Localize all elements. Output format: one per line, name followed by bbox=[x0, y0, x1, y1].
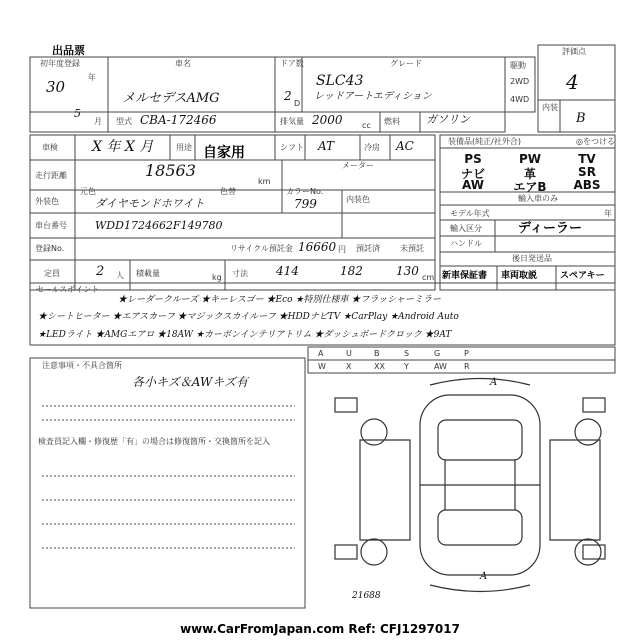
color-label-2: 色替 bbox=[220, 187, 236, 196]
model-value: CBA-172466 bbox=[140, 113, 217, 127]
inspector-label: 検査員記入欄・修復歴「有」の場合は修復箇所・交換箇所を記入 bbox=[38, 437, 270, 446]
equip-leather: 革 bbox=[523, 167, 536, 181]
maker-value: メルセデスAMG bbox=[122, 91, 220, 106]
code-aw: AW bbox=[434, 362, 447, 371]
color-orig-label: 元色 bbox=[80, 187, 96, 196]
width-value: 182 bbox=[340, 264, 363, 278]
import-label: 輸入区分 bbox=[450, 224, 482, 233]
year-label: 初年度登録 bbox=[40, 59, 80, 68]
displacement-label: 排気量 bbox=[280, 117, 304, 126]
grade-value: SLC43 bbox=[316, 73, 364, 89]
code-w: W bbox=[318, 362, 326, 371]
handle-label: ハンドル bbox=[450, 239, 482, 248]
code-b: B bbox=[374, 349, 380, 358]
color-no-label: カラーNo. bbox=[286, 187, 324, 196]
equip-abs: ABS bbox=[573, 178, 601, 192]
drive-label: 駆動 bbox=[510, 61, 526, 70]
mileage-value: 18563 bbox=[145, 161, 196, 180]
doc-spare-key: スペアキー bbox=[560, 271, 605, 281]
recycle-value: 16660 bbox=[298, 240, 337, 254]
import-value: ディーラー bbox=[518, 221, 582, 236]
sales-line-2: ★シートヒーター ★エアスカーフ ★マジックスカイルーフ ★HDDナビTV ★CarPlay ★Android Auto bbox=[38, 312, 459, 322]
diagram-mark-rear: A bbox=[480, 571, 488, 582]
ac-value: AC bbox=[396, 139, 414, 153]
recycle-label: リサイクル預託金 bbox=[230, 244, 293, 253]
equip-tv: TV bbox=[578, 152, 596, 166]
equip-sr: SR bbox=[578, 165, 596, 179]
maker-label: 車名 bbox=[175, 59, 191, 68]
color-no-value: 799 bbox=[294, 197, 317, 211]
size-label: 寸法 bbox=[232, 269, 248, 278]
code-r: R bbox=[464, 362, 470, 371]
footer-watermark: www.CarFromJapan.com Ref: CFJ1297017 bbox=[180, 622, 460, 636]
load-label: 積載量 bbox=[136, 269, 160, 278]
displacement-value: 2000 bbox=[312, 113, 343, 127]
capacity-value: 2 bbox=[96, 264, 105, 279]
unpaid-label: 未預託 bbox=[400, 244, 424, 253]
year-value: 30 bbox=[46, 78, 66, 96]
grade-label: グレード bbox=[390, 59, 422, 68]
inspection-label: 車検 bbox=[42, 143, 58, 152]
meter-label: メーター bbox=[342, 161, 374, 170]
model-year-unit: 年 bbox=[604, 209, 612, 218]
usage-label: 用途 bbox=[176, 143, 192, 152]
displacement-unit: cc bbox=[362, 121, 371, 130]
equip-ps: PS bbox=[464, 152, 482, 166]
reg-label: 登録No. bbox=[35, 244, 65, 253]
equip-legend: ◎をつける bbox=[576, 137, 615, 146]
diagram-mark-front: A bbox=[490, 377, 498, 388]
doc-manual: 車両取説 bbox=[501, 271, 538, 281]
score-value: 4 bbox=[566, 70, 579, 94]
usage-value: 自家用 bbox=[203, 145, 245, 161]
code-u: U bbox=[346, 349, 352, 358]
diagram-note: 21688 bbox=[352, 591, 381, 601]
shift-label: シフト bbox=[280, 143, 304, 152]
code-p: P bbox=[464, 349, 469, 358]
equip-pw: PW bbox=[518, 152, 542, 166]
drive-2wd: 2WD bbox=[510, 77, 530, 86]
interior-color-label: 内装色 bbox=[346, 195, 370, 204]
month-unit: 月 bbox=[94, 117, 102, 126]
code-s: S bbox=[404, 349, 410, 358]
inspection-value: X 年 X 月 bbox=[92, 139, 154, 155]
mileage-label: 走行距離 bbox=[35, 171, 67, 180]
sales-label: セールスポイント bbox=[36, 285, 100, 294]
docs-label: 後日発送品 bbox=[512, 254, 552, 263]
code-x: X bbox=[346, 362, 352, 371]
color-value: ダイヤモンドホワイト bbox=[95, 197, 205, 210]
code-y: Y bbox=[404, 362, 409, 371]
door-suffix: D bbox=[294, 99, 301, 108]
height-value: 130 bbox=[396, 264, 419, 278]
sales-line-3: ★LEDライト ★AMGエアロ ★18AW ★カーボンインテリアトリム ★ダッシュボードクロック ★9AT bbox=[38, 330, 452, 340]
size-unit: cm bbox=[422, 273, 435, 282]
capacity-unit: 人 bbox=[116, 271, 124, 280]
model-label: 型式 bbox=[116, 117, 132, 126]
code-g: G bbox=[434, 349, 441, 358]
mileage-unit: km bbox=[258, 177, 271, 186]
code-a: A bbox=[318, 349, 324, 358]
notes-value: 各小キズ＆AWキズ有 bbox=[132, 375, 249, 389]
sheet-title: 出品票 bbox=[52, 44, 85, 57]
equip-aw: AW bbox=[462, 178, 484, 192]
model-year-label: モデル年式 bbox=[450, 209, 490, 218]
code-xx: XX bbox=[374, 362, 385, 371]
month-value: 5 bbox=[74, 107, 81, 120]
doc-warranty: 新車保証書 bbox=[442, 271, 488, 281]
recycle-unit: 円 bbox=[338, 245, 346, 254]
shift-value: AT bbox=[318, 139, 335, 153]
chassis-label: 車台番号 bbox=[35, 221, 67, 230]
chassis-value: WDD1724662F149780 bbox=[95, 219, 223, 232]
equip-label: 装備品(純正/社外合) bbox=[448, 137, 521, 146]
length-value: 414 bbox=[276, 264, 299, 278]
door-label: ドア数 bbox=[280, 59, 304, 68]
interior-label: 内装 bbox=[542, 103, 558, 112]
score-label: 評価点 bbox=[562, 47, 586, 56]
owner-label: 輸入車のみ bbox=[518, 194, 558, 203]
fuel-label: 燃料 bbox=[384, 117, 400, 126]
capacity-label: 定員 bbox=[44, 269, 60, 278]
ac-label: 冷房 bbox=[364, 143, 380, 152]
year-unit: 年 bbox=[88, 73, 96, 82]
deposit-label: 預託済 bbox=[356, 244, 380, 253]
equip-airbag: エアB bbox=[513, 180, 547, 194]
sales-line-1: ★レーダークルーズ ★キーレスゴー ★Eco ★特別仕様車 ★フラッシャーミラー bbox=[118, 295, 442, 305]
load-unit: kg bbox=[212, 273, 222, 282]
drive-4wd: 4WD bbox=[510, 95, 530, 104]
interior-value: B bbox=[576, 111, 586, 126]
fuel-value: ガソリン bbox=[426, 113, 470, 126]
grade-sub: レッドアートエディション bbox=[314, 91, 432, 102]
notes-label: 注意事項・不具合箇所 bbox=[42, 361, 122, 370]
color-label: 外装色 bbox=[35, 197, 59, 206]
door-value: 2 bbox=[284, 89, 292, 103]
equip-navi: ナビ bbox=[460, 167, 485, 181]
